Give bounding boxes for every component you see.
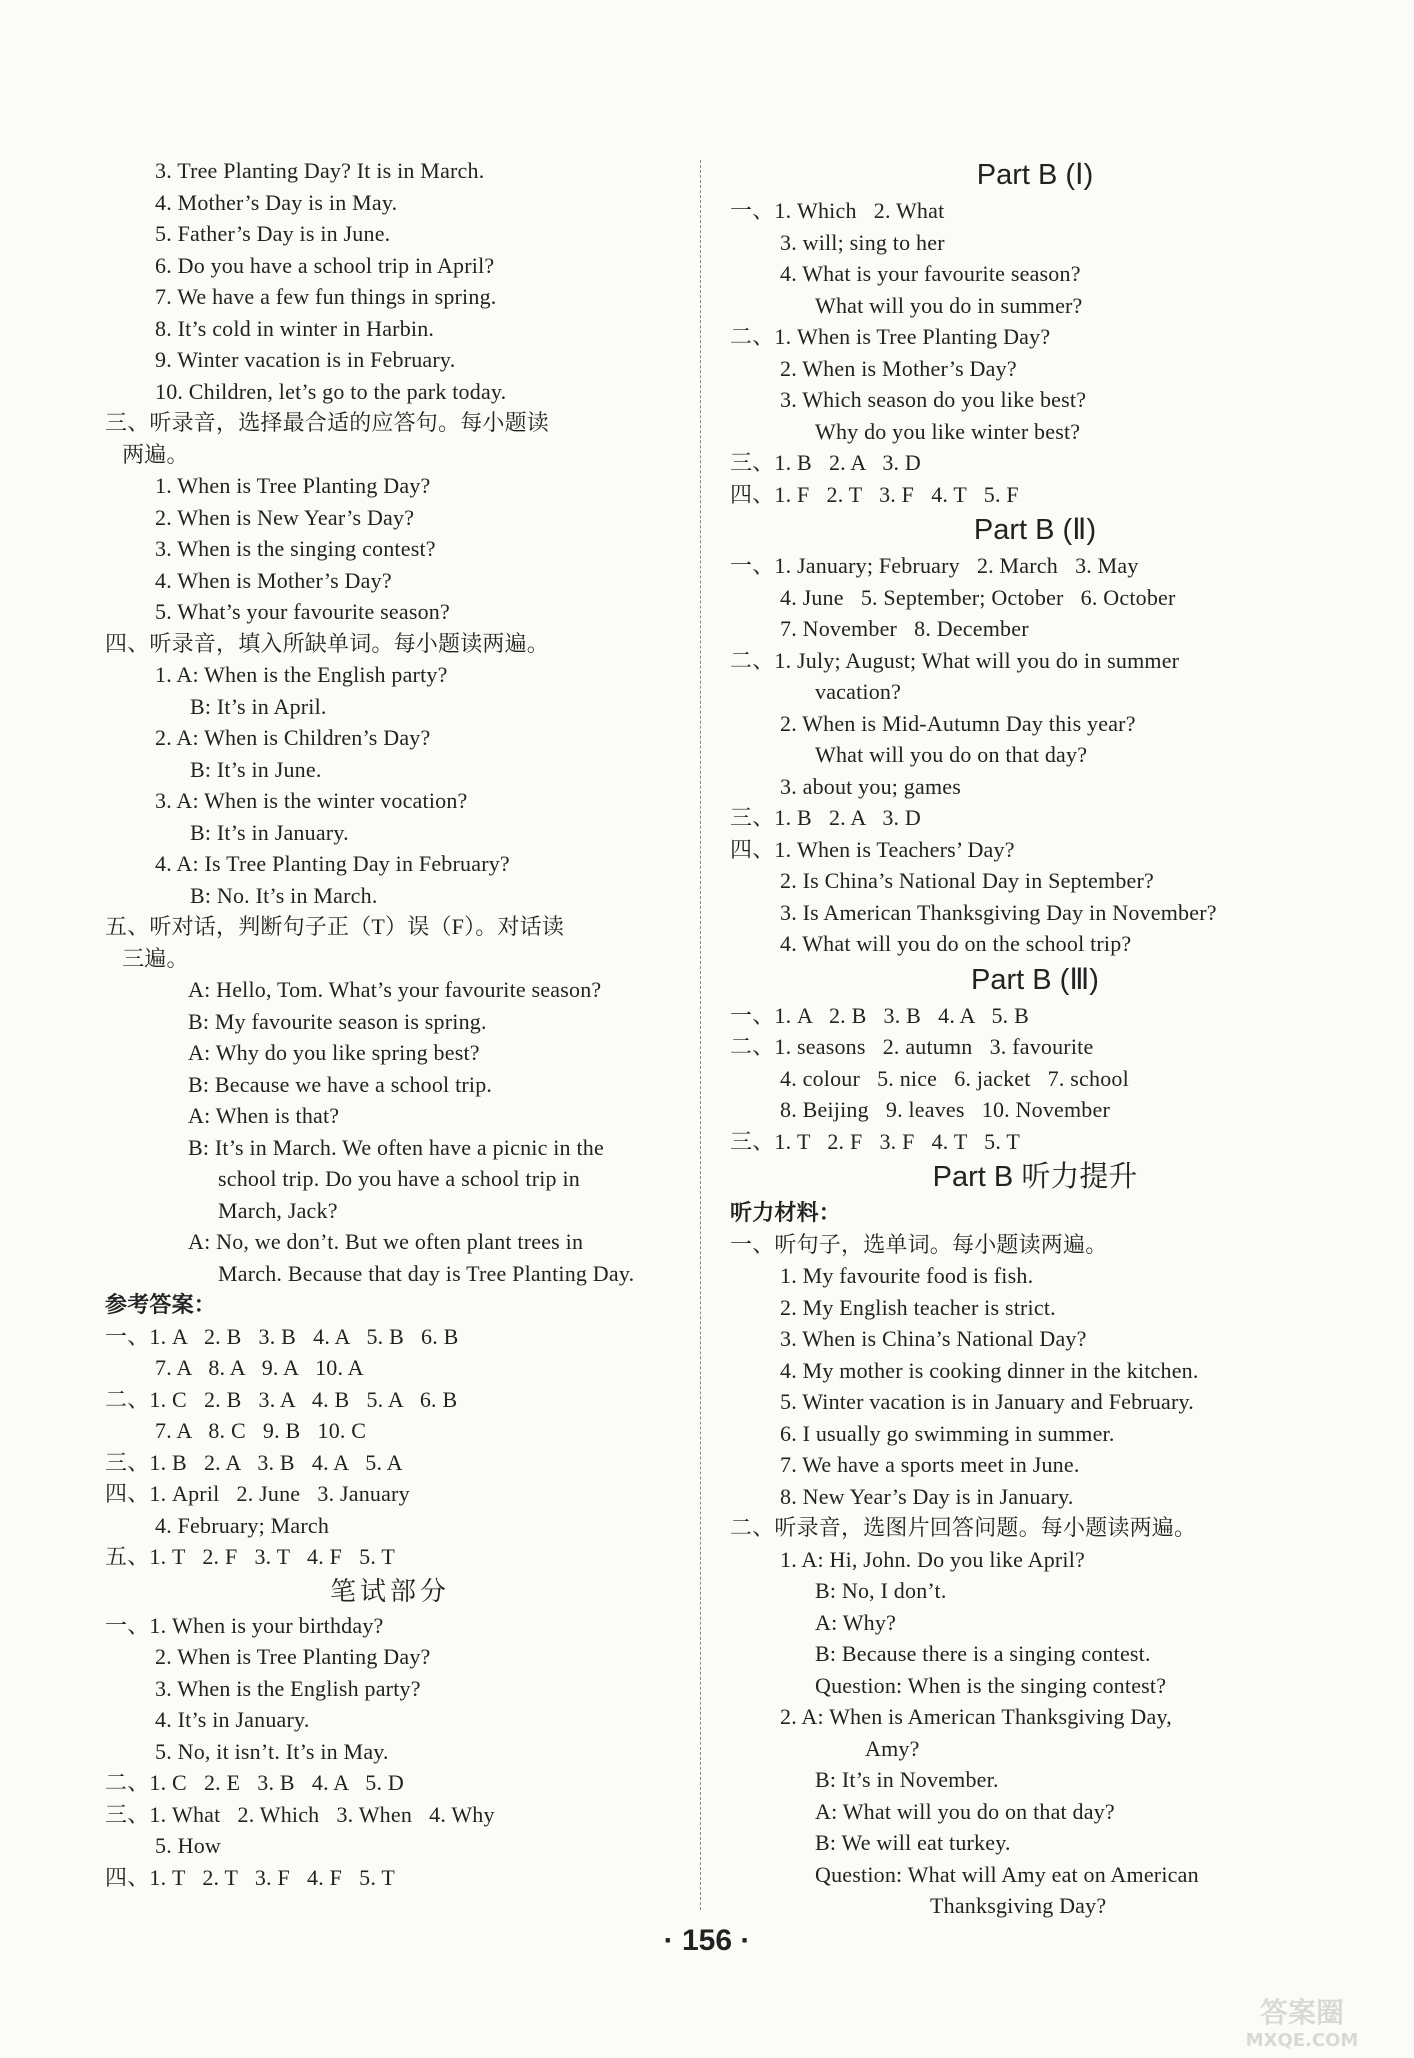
text-line: B: It’s in March. We often have a picnic in the [188,1134,604,1160]
text-line: 听力材料： [730,1200,842,1225]
text-line: 3. When is the English party? [155,1675,421,1701]
text-line: 5. Father’s Day is in June. [155,221,391,246]
text-line: 3. When is the singing contest? [155,536,436,561]
text-line: 1. When is Tree Planting Day? [155,473,431,498]
text-line: vacation? [815,679,902,704]
text-line: 4. What will you do on the school trip? [780,931,1132,956]
section-heading: Part B (Ⅰ) [976,159,1094,191]
section-heading: Part B 听力提升 [932,1161,1138,1193]
text-line: 三遍。 [105,945,189,971]
text-line: B: It’s in November. [815,1767,999,1792]
text-line: 4. When is Mother’s Day? [155,567,392,593]
text-line: What will you do on that day? [815,742,1088,767]
text-line: 三、1. B 2. A 3. D [730,450,922,475]
text-line: 2. My English teacher is strict. [780,1294,1056,1320]
text-line: 三、1. B 2. A 3. B 4. A 5. A [105,1449,403,1475]
text-line: 一、1. Which 2. What [730,198,945,223]
text-line: 4. What is your favourite season? [780,261,1081,286]
text-line: 四、听录音，填入所缺单词。每小题读两遍。 [105,630,550,656]
text-line: 5. What’s your favourite season? [155,599,450,624]
text-line: 四、1. April 2. June 3. January [105,1481,410,1506]
watermark-cn-text: 答案圈 [1259,1996,1345,2029]
text-line: B: Because we have a school trip. [188,1071,493,1097]
text-line: 3. Is American Thanksgiving Day in November? [780,899,1217,925]
text-line: 4. My mother is cooking dinner in the kitchen. [780,1357,1199,1383]
text-line: 4. colour 5. nice 6. jacket 7. school [780,1065,1129,1091]
watermark-url-text: MXQE.COM [1245,2030,1359,2051]
left-column [105,155,675,1893]
text-line: A: What will you do on that day? [815,1798,1115,1824]
column-divider [700,160,701,1910]
text-line: 4. It’s in January. [155,1707,310,1732]
text-line: 7. We have a sports meet in June. [780,1452,1080,1477]
text-line: Question: What will Amy eat on American [815,1861,1199,1887]
text-line: B: We will eat turkey. [815,1830,1011,1855]
text-line: 二、1. July; August; What will you do in summer [730,647,1180,673]
text-line: A: Hello, Tom. What’s your favourite season? [188,977,602,1002]
text-line: 3. A: When is the winter vocation? [155,788,468,813]
text-line: 三、1. What 2. Which 3. When 4. Why [105,1801,495,1827]
text-line: 4. A: Is Tree Planting Day in February? [155,851,510,876]
text-line: 5. How [155,1833,221,1858]
text-line: B: It’s in April. [190,693,327,719]
text-line: 5. No, it isn’t. It’s in May. [155,1738,389,1764]
text-line: 一、听句子，选单词。每小题读两遍。 [730,1231,1108,1257]
text-line: 三、1. B 2. A 3. D [730,805,922,830]
text-line: 四、1. T 2. T 3. F 4. F 5. T [105,1864,395,1890]
text-line: Question: When is the singing contest? [815,1672,1167,1698]
text-line: A: When is that? [188,1103,340,1128]
text-line: 3. will; sing to her [780,229,945,255]
section-heading: Part B (Ⅱ) [973,514,1097,546]
text-line: 5. Winter vacation is in January and February. [780,1389,1194,1414]
text-line: A: No, we don’t. But we often plant trees in [188,1229,584,1254]
text-line: 一、1. When is your birthday? [105,1612,384,1638]
text-line: 二、听录音，选图片回答问题。每小题读两遍。 [730,1515,1197,1540]
text-line: 2. When is New Year’s Day? [155,504,415,530]
text-line: 两遍。 [105,441,189,467]
text-line: B: It’s in June. [190,756,322,782]
text-line: 4. June 5. September; October 6. October [780,584,1176,610]
text-line: B: No. It’s in March. [190,882,378,908]
text-line: 参考答案： [105,1292,217,1317]
text-line: B: My favourite season is spring. [188,1008,487,1034]
text-line: 二、1. C 2. E 3. B 4. A 5. D [105,1770,404,1795]
text-line: 五、听对话，判断句子正（T）误（F）。对话读 [105,914,565,939]
text-line: Thanksgiving Day? [930,1893,1107,1918]
text-line: 三、听录音，选择最合适的应答句。每小题读 [105,410,550,435]
text-line: 6. Do you have a school trip in April? [155,252,495,278]
text-line: 4. Mother’s Day is in May. [155,189,398,215]
right-column [730,155,1340,1922]
text-line: 7. A 8. A 9. A 10. A [155,1355,364,1380]
text-line: 三、1. T 2. F 3. F 4. T 5. T [730,1128,1020,1154]
section-heading: Part B (Ⅲ) [971,963,1099,996]
text-line: 2. Is China’s National Day in September? [780,868,1154,893]
text-line: 8. New Year’s Day is in January. [780,1483,1074,1509]
text-line: Why do you like winter best? [815,418,1081,444]
text-line: 二、1. seasons 2. autumn 3. favourite [730,1034,1094,1059]
text-line: 一、1. A 2. B 3. B 4. A 5. B 6. B [105,1323,459,1349]
text-line: 2. When is Tree Planting Day? [155,1644,431,1669]
text-line: 一、1. A 2. B 3. B 4. A 5. B [730,1002,1029,1028]
text-line: 五、1. T 2. F 3. T 4. F 5. T [105,1544,395,1569]
text-line: 1. My favourite food is fish. [780,1263,1034,1288]
text-line: 3. about you; games [780,773,961,799]
text-line: Amy? [865,1735,920,1761]
page-number: · 156 · [663,1924,751,1957]
text-line: 2. A: When is Children’s Day? [155,725,431,750]
text-line: 3. Tree Planting Day? It is in March. [155,158,485,183]
text-line: B: It’s in January. [190,819,349,845]
text-line: 一、1. January; February 2. March 3. May [730,553,1139,578]
text-line: What will you do in summer? [815,292,1083,318]
text-line: A: Why? [815,1609,897,1635]
text-line: 四、1. F 2. T 3. F 4. T 5. F [730,481,1019,507]
text-line: 二、1. C 2. B 3. A 4. B 5. A 6. B [105,1386,458,1412]
text-line: B: No, I don’t. [815,1578,947,1603]
text-line: 6. I usually go swimming in summer. [780,1420,1115,1446]
text-line: 8. Beijing 9. leaves 10. November [780,1097,1110,1122]
text-line: 9. Winter vacation is in February. [155,347,456,372]
text-line: 二、1. When is Tree Planting Day? [730,324,1051,349]
text-line: B: Because there is a singing contest. [815,1641,1151,1666]
text-line: 2. A: When is American Thanksgiving Day, [780,1704,1172,1729]
text-line: 7. We have a few fun things in spring. [155,284,497,309]
text-line: A: Why do you like spring best? [188,1040,480,1065]
text-line: 四、1. When is Teachers’ Day? [730,836,1015,862]
text-line: 7. November 8. December [780,616,1029,641]
text-line: 2. When is Mid-Autumn Day this year? [780,710,1136,736]
text-line: 4. February; March [155,1512,330,1538]
text-line: school trip. Do you have a school trip in [218,1166,580,1191]
text-line: 3. When is China’s National Day? [780,1326,1087,1351]
text-line: 7. A 8. C 9. B 10. C [155,1418,367,1443]
text-line: 10. Children, let’s go to the park today. [155,378,507,404]
section-heading: 笔试部分 [329,1576,450,1606]
text-line: March. Because that day is Tree Planting Day. [218,1260,635,1286]
text-line: 1. A: Hi, John. Do you like April? [780,1546,1086,1572]
watermark-logo [1202,1982,1402,2052]
text-line: 8. It’s cold in winter in Harbin. [155,315,435,341]
text-line: 2. When is Mother’s Day? [780,355,1017,381]
text-line: March, Jack? [218,1197,338,1223]
text-line: 3. Which season do you like best? [780,387,1087,412]
text-line: 1. A: When is the English party? [155,662,448,687]
